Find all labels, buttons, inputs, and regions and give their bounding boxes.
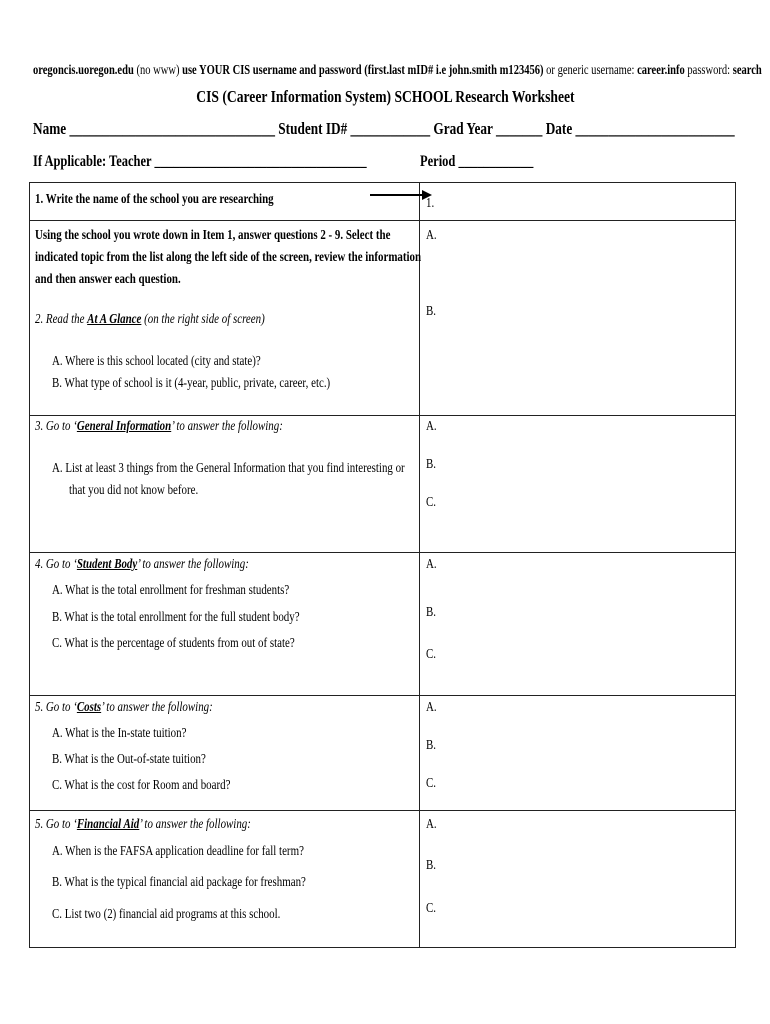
answer-label: C.	[426, 901, 437, 916]
answer-cell[interactable]	[420, 553, 736, 696]
login-generic-pw-label: password:	[684, 62, 733, 77]
answer-label: A.	[426, 419, 437, 434]
question-3a: A. List at least 3 things from the General Information that you find interesting or	[52, 461, 405, 476]
topic-link-general-information: General Information	[76, 419, 172, 434]
login-instructions-text: use YOUR CIS username and password (first.last mID# i.e john.smith m123456)	[182, 62, 544, 77]
answer-cell[interactable]	[420, 183, 736, 221]
table-row	[30, 416, 736, 553]
login-url: oregoncis.uoregon.edu	[33, 62, 134, 77]
question-6c: C. List two (2) financial aid programs at this school.	[52, 907, 281, 922]
instructions-line-3: and then answer each question.	[35, 272, 181, 287]
login-generic-prefix: or generic username:	[543, 62, 638, 77]
question-2a: A. Where is this school located (city and state)?	[52, 354, 261, 369]
table-row	[30, 811, 736, 948]
question-3a-cont: that you did not know before.	[69, 483, 199, 498]
table-row	[30, 696, 736, 811]
question-4c: C. What is the percentage of students from out of state?	[52, 636, 295, 651]
instructions-line-2: indicated topic from the list along the left side of the screen, review the information	[35, 250, 422, 265]
instructions-line-1: Using the school you wrote down in Item 1, answer questions 2 - 9. Select the	[35, 228, 391, 243]
login-nowww: (no www)	[133, 62, 183, 77]
question-6a: A. When is the FAFSA application deadline for fall term?	[52, 844, 304, 859]
question-6-text: 5. Go to ‘Financial Aid’ to answer the following:	[35, 817, 251, 832]
answer-label: 1.	[426, 196, 435, 211]
table-row	[30, 183, 736, 221]
login-generic-user: career.info	[637, 62, 685, 77]
question-cell	[30, 416, 420, 553]
question-5-text: 5. Go to ‘Costs’ to answer the following:	[35, 700, 213, 715]
period-line[interactable]: Period ____________	[420, 153, 534, 170]
question-3-text: 3. Go to ‘General Information’ to answer the following:	[35, 419, 283, 434]
answer-label: A.	[426, 700, 437, 715]
topic-link-financial-aid: Financial Aid	[76, 817, 140, 832]
question-4a: A. What is the total enrollment for freshman students?	[52, 583, 290, 598]
table-row	[30, 221, 736, 416]
answer-label: A.	[426, 557, 437, 572]
table-row	[30, 553, 736, 696]
question-cell	[30, 811, 420, 948]
teacher-line[interactable]: If Applicable: Teacher __________________________________	[33, 153, 367, 170]
question-4-text: 4. Go to ‘Student Body’ to answer the following:	[35, 557, 249, 572]
login-generic-pw: search	[732, 62, 762, 77]
question-cell	[30, 696, 420, 811]
name-id-grad-date-line[interactable]: Name _______________________________ Student ID# ____________ Grad Year _______ Date ________________________	[33, 119, 735, 138]
answer-cell[interactable]	[420, 696, 736, 811]
answer-cell[interactable]	[420, 416, 736, 553]
question-cell	[30, 221, 420, 416]
answer-label: B.	[426, 457, 437, 472]
question-5a: A. What is the In-state tuition?	[52, 726, 187, 741]
question-4b: B. What is the total enrollment for the full student body?	[52, 610, 300, 625]
answer-label: B.	[426, 304, 437, 319]
worksheet-table	[29, 182, 736, 948]
question-2b: B. What type of school is it (4-year, public, private, career, etc.)	[52, 376, 331, 391]
topic-link-costs: Costs	[76, 700, 102, 715]
topic-link-student-body: Student Body	[76, 557, 138, 572]
answer-label: A.	[426, 817, 437, 832]
answer-label: B.	[426, 858, 437, 873]
topic-link-at-a-glance: At A Glance	[87, 312, 142, 327]
question-6b: B. What is the typical financial aid package for freshman?	[52, 875, 306, 890]
worksheet-title: CIS (Career Information System) SCHOOL Research Worksheet	[195, 87, 575, 106]
question-cell	[30, 183, 420, 221]
question-5b: B. What is the Out-of-state tuition?	[52, 752, 206, 767]
question-cell	[30, 553, 420, 696]
answer-cell[interactable]	[420, 221, 736, 416]
answer-label: B.	[426, 605, 437, 620]
answer-cell[interactable]	[420, 811, 736, 948]
answer-label: C.	[426, 776, 437, 791]
question-5c: C. What is the cost for Room and board?	[52, 778, 231, 793]
login-instructions	[33, 62, 762, 78]
answer-label: C.	[426, 647, 437, 662]
answer-label: C.	[426, 495, 437, 510]
answer-label: B.	[426, 738, 437, 753]
question-1-text: 1. Write the name of the school you are researching	[35, 192, 274, 207]
answer-label: A.	[426, 228, 437, 243]
question-2-text: 2. Read the At A Glance (on the right side of screen)	[35, 312, 265, 327]
